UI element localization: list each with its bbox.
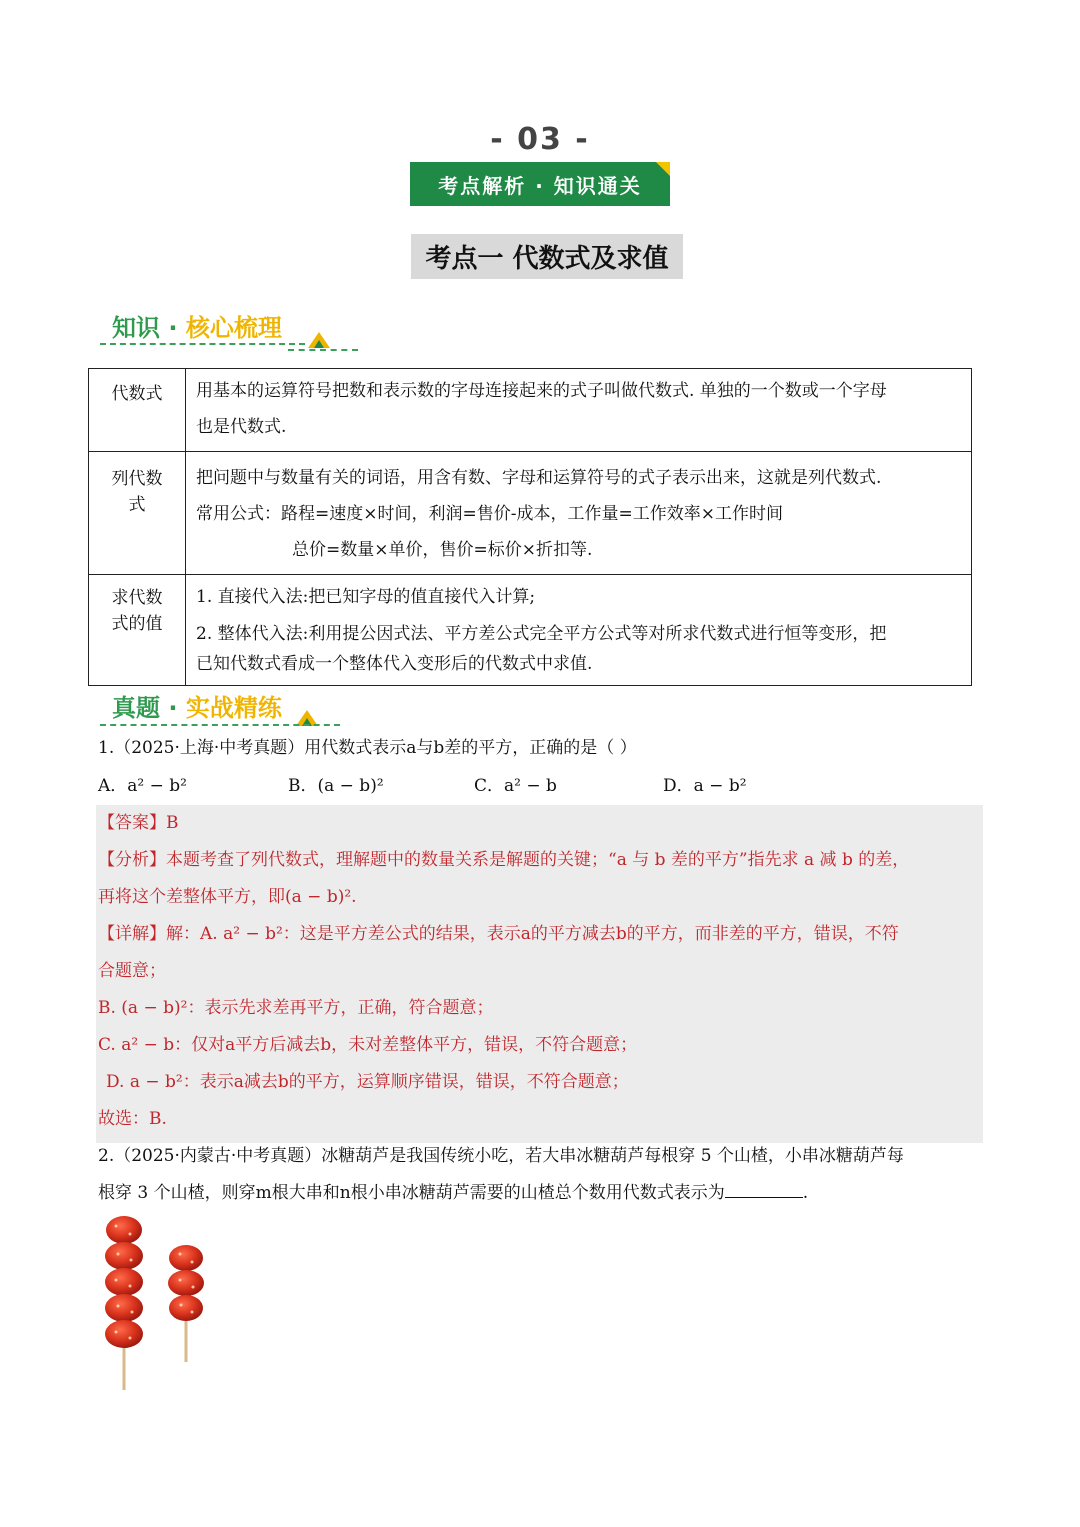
knowledge-table: [88, 368, 972, 686]
section-heading-practice: 真题 · 实战精练: [112, 694, 282, 722]
page-number: - 03 -: [490, 122, 590, 157]
table-definition: 1. 直接代入法:把已知字母的值直接代入计算; 2. 整体代入法:利用提公因式法、平方差公式完全平方公式等对所求代数式进行恒等变形，把 已知代数式看成一个整体代入变形后的代数式中求值.: [186, 575, 972, 686]
analysis-line-1: 【分析】本题考查了列代数式，理解题中的数量关系是解题的关键；“a 与 b 差的平方”指先求 a 减 b 的差，: [98, 850, 910, 870]
table-definition: 把问题中与数量有关的词语，用含有数、字母和运算符号的式子表示出来，这就是列代数式. 常用公式：路程=速度×时间，利润=售价-成本，工作量=工作效率×工作时间 总价=数量×单价，售价=标价×折扣等.: [186, 452, 972, 575]
section-banner: [410, 162, 670, 206]
answer-line: 【答案】B: [98, 813, 179, 833]
table-row: [89, 575, 972, 686]
table-row: [89, 452, 972, 575]
heading-underline: [100, 343, 305, 345]
triangle-inner-icon: [314, 340, 324, 348]
detail-line-1: 【详解】解：A. a² − b²：这是平方差公式的结果，表示a的平方减去b的平方，而非差的平方，错误，不符: [98, 924, 899, 944]
option-b[interactable]: B．(a − b)²: [288, 776, 384, 796]
question-2-line-1: 2.（2025·内蒙古·中考真题）冰糖葫芦是我国传统小吃，若大串冰糖葫芦每根穿 5 个山楂，小串冰糖葫芦每: [98, 1146, 904, 1166]
table-term: 代数式: [89, 369, 186, 452]
banner-corner-decoration: [656, 162, 670, 176]
large-skewer: [105, 1216, 143, 1390]
question-1-options: [98, 768, 978, 805]
topic-title: 考点一 代数式及求值: [411, 234, 683, 279]
detail-option-d: D. a − b²：表示a减去b的平方，运算顺序错误，错误，不符合题意；: [106, 1072, 629, 1092]
choose-line: 故选：B.: [98, 1109, 167, 1129]
heading-underline-2: [288, 349, 358, 351]
table-term: 求代数式的值: [89, 575, 186, 686]
option-c[interactable]: C．a² − b: [474, 776, 557, 796]
heading-underline: [100, 724, 340, 726]
option-a[interactable]: A．a² − b²: [98, 776, 187, 796]
detail-option-b: B. (a − b)²：表示先求差再平方，正确，符合题意；: [98, 998, 494, 1018]
detail-option-c: C. a² − b：仅对a平方后减去b，未对差整体平方，错误，不符合题意；: [98, 1035, 638, 1055]
table-definition: 用基本的运算符号把数和表示数的字母连接起来的式子叫做代数式. 单独的一个数或一个字母 也是代数式.: [186, 369, 972, 452]
tanghulu-illustration: [96, 1212, 226, 1392]
answer-blank[interactable]: [725, 1180, 803, 1198]
small-skewer: [168, 1245, 204, 1362]
detail-line-2: 合题意；: [98, 961, 166, 981]
analysis-line-2: 再将这个差整体平方，即(a − b)².: [98, 887, 357, 907]
table-row: [89, 369, 972, 452]
question-1-stem: 1.（2025·上海·中考真题）用代数式表示a与b差的平方，正确的是（ ）: [98, 738, 637, 758]
section-heading-knowledge: 知识 · 核心梳理: [112, 314, 282, 342]
table-term: 列代数式: [89, 452, 186, 575]
question-2-line-2: 根穿 3 个山楂，则穿m根大串和n根小串冰糖葫芦需要的山楂总个数用代数式表示为 .: [98, 1175, 808, 1212]
banner-label: 考点解析 · 知识通关: [438, 173, 642, 198]
option-d[interactable]: D．a − b²: [663, 776, 747, 796]
